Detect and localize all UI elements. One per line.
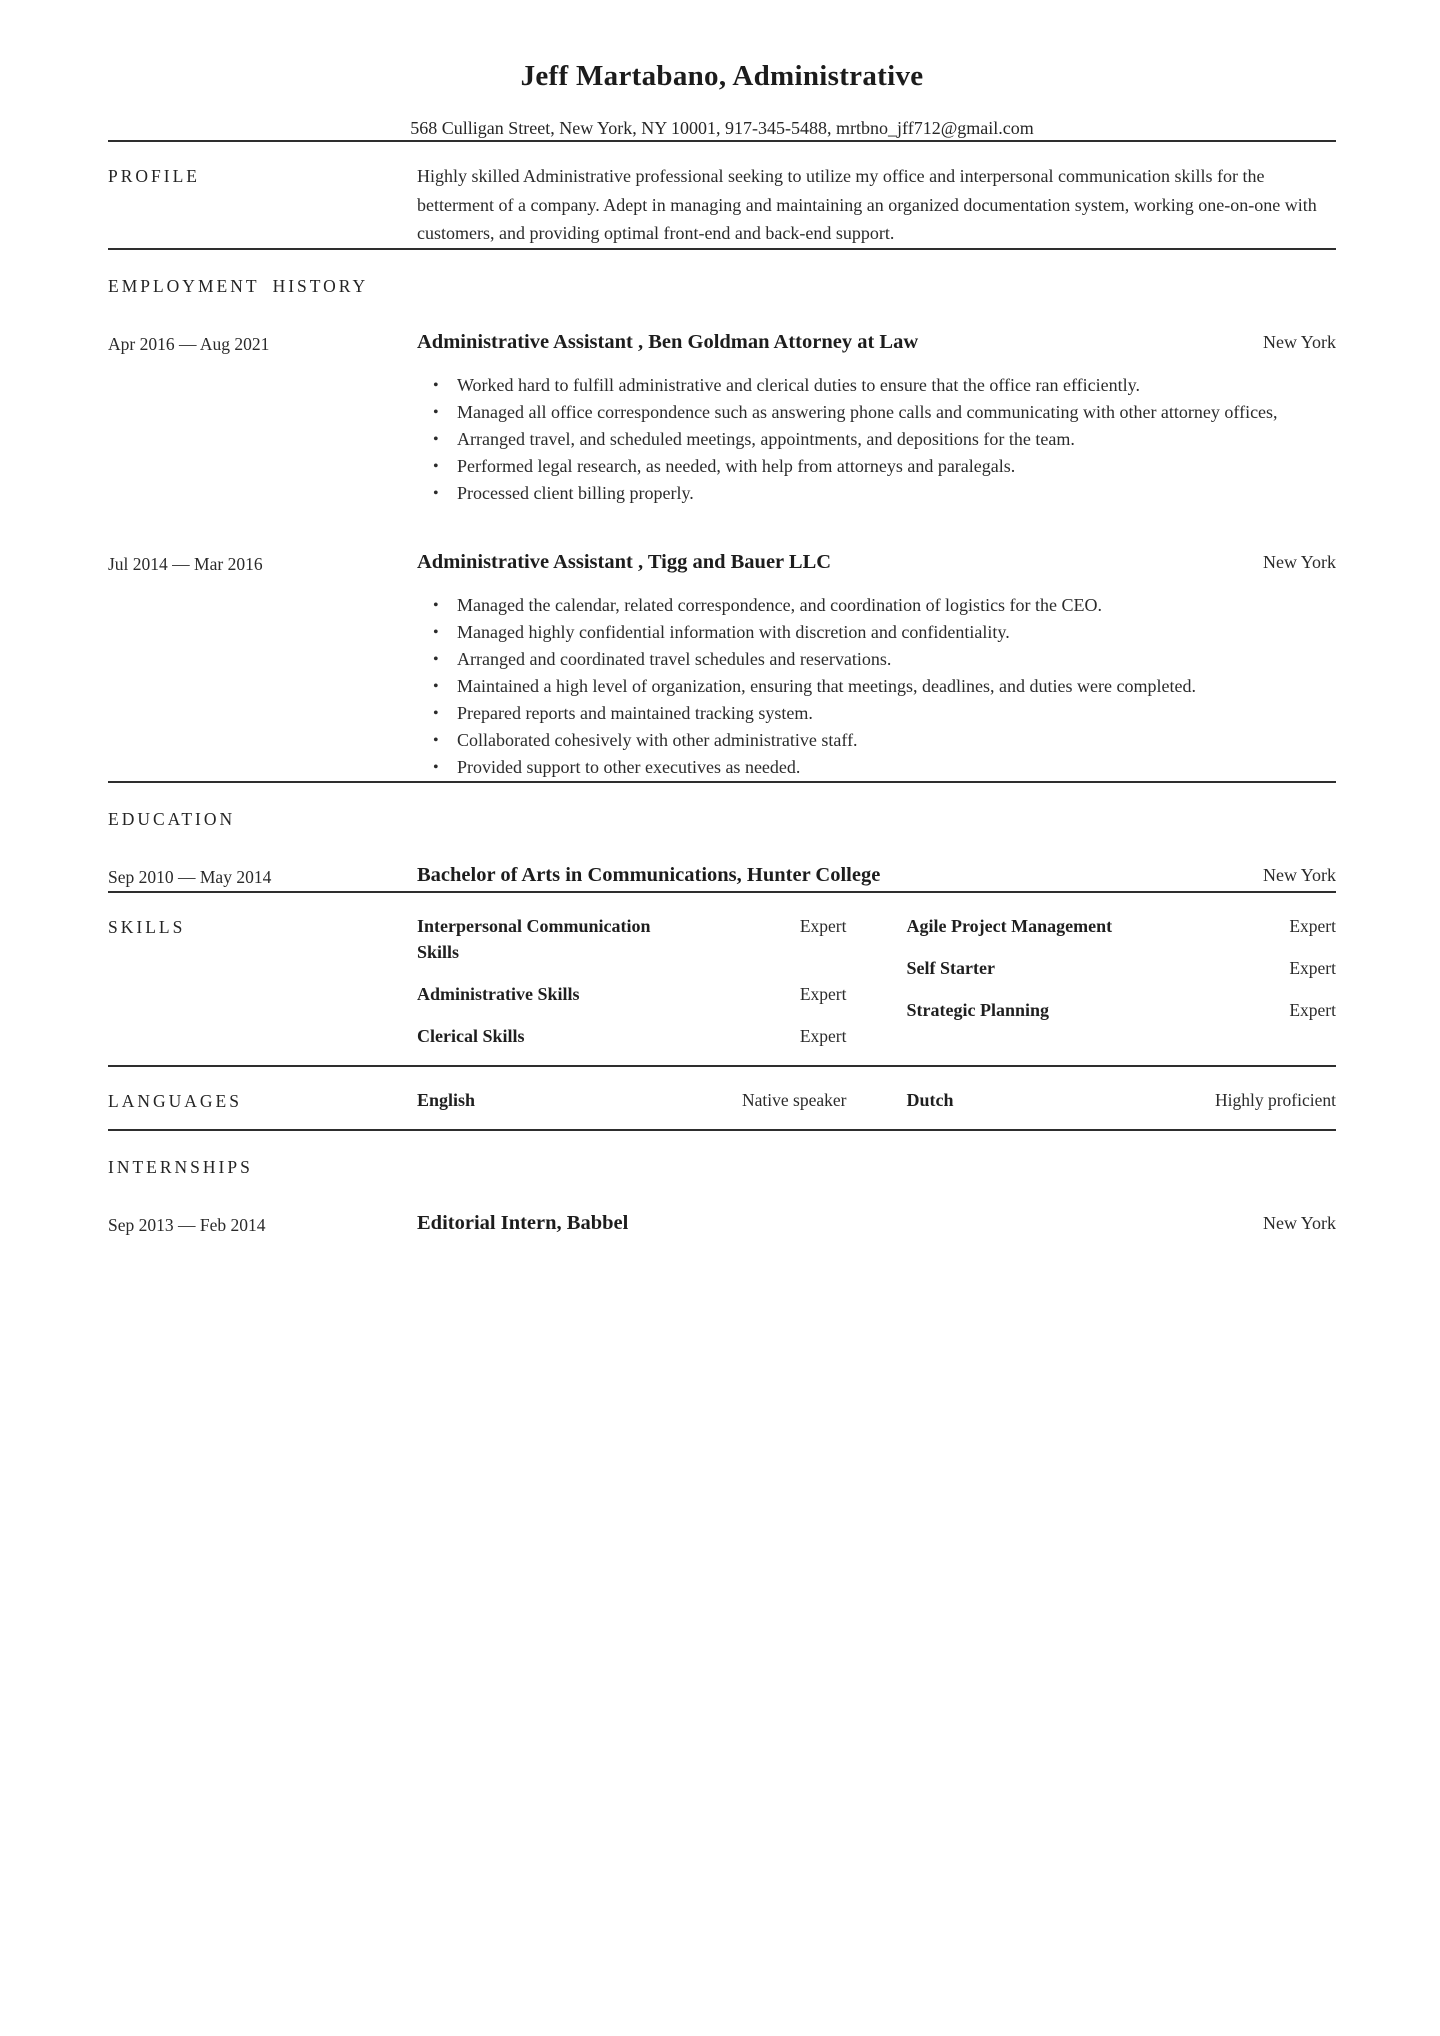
job-bullet: • Arranged and coordinated travel schedules and reservations.	[417, 646, 1336, 673]
employment-heading: EMPLOYMENT HISTORY	[108, 275, 369, 296]
job-header	[417, 549, 1336, 576]
skill-item	[907, 997, 1337, 1023]
contact-line: 568 Culligan Street, New York, NY 10001, 917-345-5488, mrtbno_jff712@gmail.com	[410, 118, 1034, 138]
skill-name: Agile Project Management	[906, 915, 1113, 936]
skills-column-right	[907, 913, 1337, 1039]
job-bullet: • Managed the calendar, related correspondence, and coordination of logistics for the CEO.	[417, 592, 1336, 619]
language-item	[417, 1087, 847, 1113]
languages-heading: LANGUAGES	[108, 1090, 242, 1111]
job-dates: Apr 2016 — Aug 2021	[108, 333, 270, 354]
resume-name: Jeff Martabano, Administrative	[520, 60, 924, 92]
job-main	[417, 549, 1336, 781]
languages-columns	[417, 1087, 1336, 1129]
resume-header	[108, 58, 1336, 140]
skills-column-left	[417, 913, 847, 1065]
job-bullet: • Provided support to other executives as needed.	[417, 754, 1336, 781]
language-level: Native speaker	[742, 1089, 847, 1110]
skill-item	[907, 955, 1337, 981]
skill-item	[417, 981, 847, 1007]
job-dates: Jul 2014 — Mar 2016	[108, 553, 263, 574]
internship-entry	[108, 1210, 1336, 1239]
skill-name: Administrative Skills	[417, 983, 580, 1004]
job-bullet-list	[417, 372, 1336, 507]
section-languages	[108, 1067, 1336, 1129]
internship-location: New York	[1262, 1212, 1336, 1233]
education-header	[417, 862, 1336, 891]
section-skills	[108, 893, 1336, 1065]
internships-heading: INTERNSHIPS	[108, 1156, 253, 1177]
job-bullet: • Worked hard to fulfill administrative and clerical duties to ensure that the office ran efficiently.	[417, 372, 1336, 399]
skills-columns	[417, 913, 1336, 1065]
job-entry	[108, 549, 1336, 781]
education-title: Bachelor of Arts in Communications, Hunter College	[417, 863, 881, 886]
job-bullet: • Maintained a high level of organization, ensuring that meetings, deadlines, and duties were completed.	[417, 673, 1336, 700]
skill-level: Expert	[1289, 915, 1336, 936]
skill-level: Expert	[799, 1025, 847, 1046]
language-level: Highly proficient	[1214, 1089, 1336, 1110]
skill-item	[907, 913, 1337, 939]
job-bullet-list	[417, 592, 1336, 781]
section-divider	[108, 248, 1336, 250]
language-item	[907, 1087, 1337, 1113]
job-bullet: • Managed highly confidential information with discretion and confidentiality.	[417, 619, 1336, 646]
languages-column-right	[907, 1087, 1337, 1129]
education-dates: Sep 2010 — May 2014	[108, 866, 272, 887]
job-main	[417, 329, 1336, 507]
job-bullet: • Collaborated cohesively with other administrative staff.	[417, 727, 1336, 754]
job-bullet: • Managed all office correspondence such as answering phone calls and communicating with other attorney offices,	[417, 399, 1336, 426]
job-bullet: • Performed legal research, as needed, with help from attorneys and paralegals.	[417, 453, 1336, 480]
internship-header	[417, 1210, 1336, 1239]
job-title: Administrative Assistant , Ben Goldman Attorney at Law	[417, 330, 919, 353]
section-employment	[108, 272, 1336, 781]
section-profile	[108, 142, 1336, 248]
job-bullet: • Processed client billing properly.	[417, 480, 1336, 507]
languages-column-left	[417, 1087, 847, 1129]
skill-level: Expert	[799, 983, 847, 1004]
skill-item	[417, 913, 847, 965]
job-location: New York	[1262, 551, 1336, 572]
skill-name: Strategic Planning	[906, 999, 1049, 1020]
section-divider	[108, 1129, 1336, 1131]
internship-title: Editorial Intern, Babbel	[417, 1211, 629, 1234]
section-education	[108, 805, 1336, 891]
section-divider	[108, 781, 1336, 783]
section-internships	[108, 1153, 1336, 1239]
skills-heading: SKILLS	[108, 916, 186, 937]
job-bullet: • Arranged travel, and scheduled meetings, appointments, and depositions for the team.	[417, 426, 1336, 453]
skill-name: Self Starter	[906, 957, 995, 978]
skill-item	[417, 1023, 847, 1049]
profile-text: Highly skilled Administrative professional seeking to utilize my office and interpersonal communication skills for the betterment of a company. Adept in managing and maintaining an organized documentation system, working one-on-one with customers, and providing optimal front-end and back-end support.	[417, 166, 1317, 243]
skill-name: Interpersonal Communication Skills	[417, 915, 651, 962]
internship-dates: Sep 2013 — Feb 2014	[108, 1214, 266, 1235]
job-title: Administrative Assistant , Tigg and Bauer LLC	[417, 550, 832, 573]
education-heading: EDUCATION	[108, 808, 236, 829]
skill-level: Expert	[1289, 999, 1336, 1020]
job-location: New York	[1262, 331, 1336, 352]
education-entry	[108, 862, 1336, 891]
skill-level: Expert	[799, 915, 847, 936]
job-entry	[108, 329, 1336, 507]
job-header	[417, 329, 1336, 356]
skill-name: Clerical Skills	[417, 1025, 525, 1046]
job-bullet: • Prepared reports and maintained tracking system.	[417, 700, 1336, 727]
skill-level: Expert	[1289, 957, 1336, 978]
profile-heading: PROFILE	[108, 166, 200, 186]
education-location: New York	[1262, 864, 1336, 885]
language-name: Dutch	[906, 1089, 954, 1110]
language-name: English	[417, 1089, 476, 1110]
